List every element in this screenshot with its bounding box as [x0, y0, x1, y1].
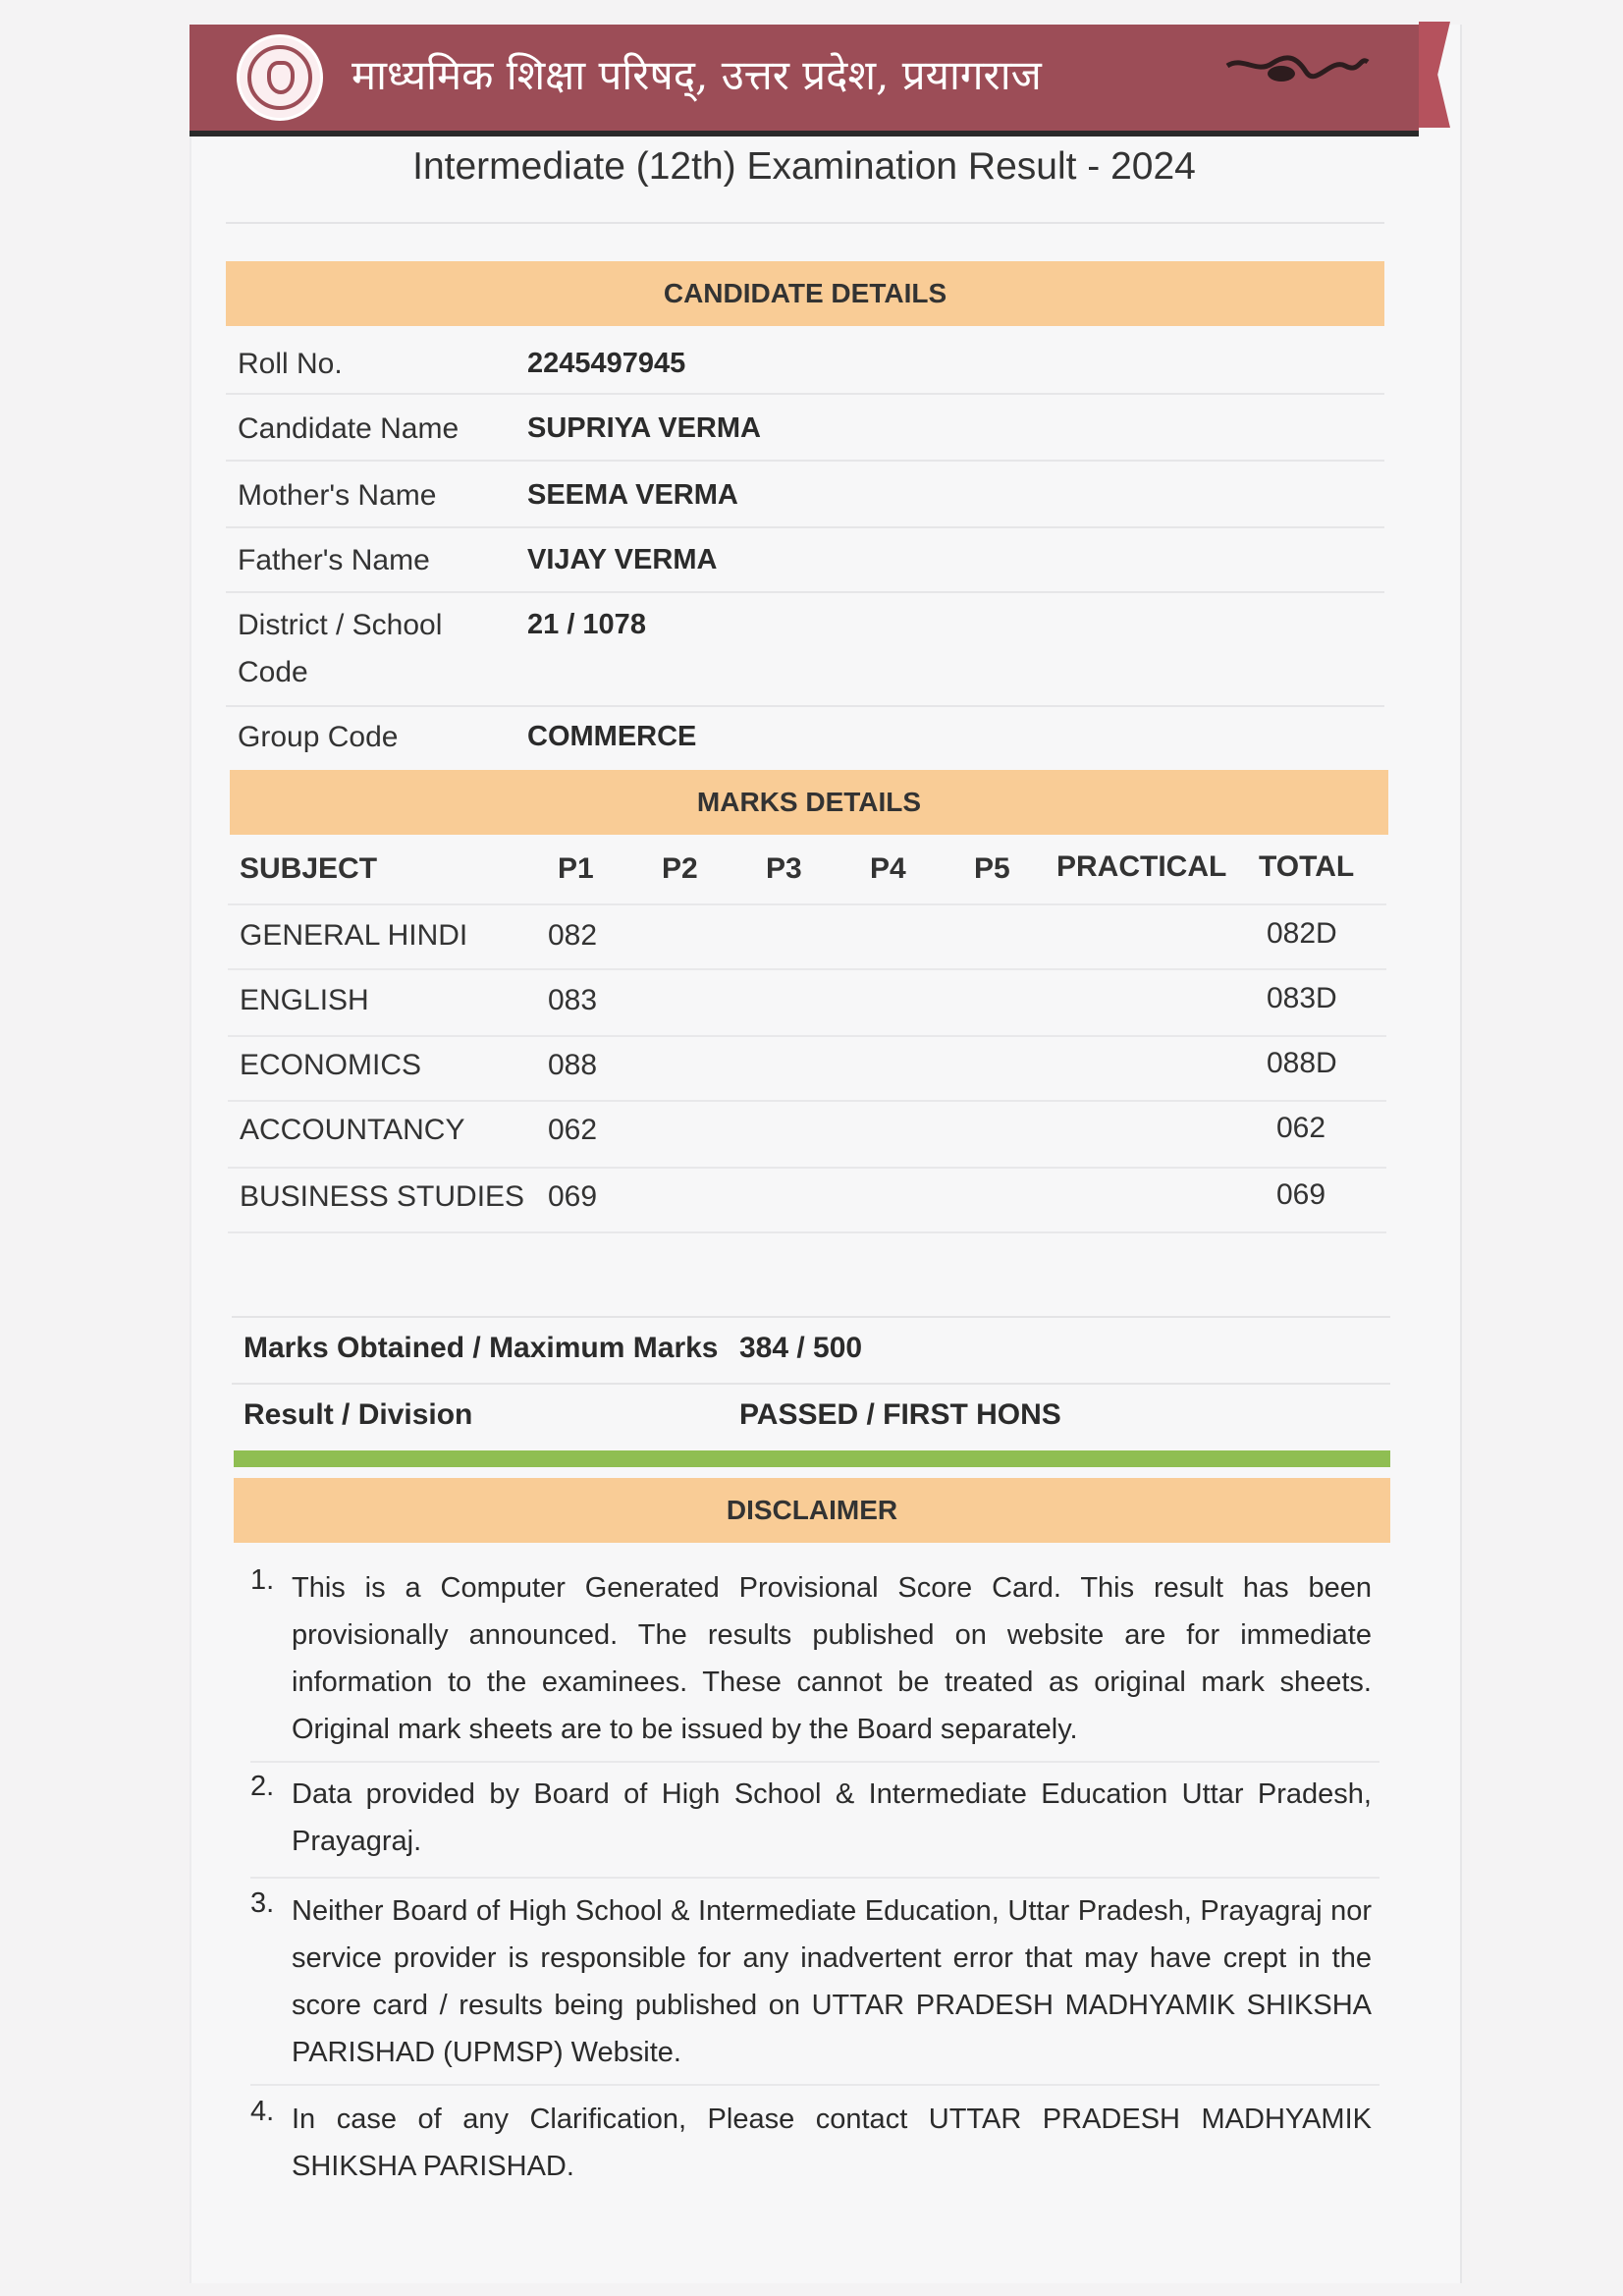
disclaimer-text: Data provided by Board of High School & Intermediate Education Uttar Pradesh, Prayagraj.: [292, 1778, 1372, 1857]
district-label-line2: Code: [238, 656, 308, 688]
district-label-line1: District / School: [238, 609, 443, 641]
group-code-row: [226, 707, 1384, 770]
p1-cell: 083: [548, 984, 598, 1016]
disclaimer-item: [250, 1887, 1380, 2086]
result-division-value: PASSED / FIRST HONS: [739, 1398, 1061, 1431]
disclaimer-number: 2.: [250, 1771, 275, 1802]
district-school-row: [226, 593, 1384, 707]
roll-row: [226, 330, 1384, 395]
col-subject: SUBJECT: [240, 852, 378, 885]
table-row: [228, 1037, 1386, 1102]
total-cell: 088D: [1267, 1047, 1337, 1079]
father-name-row: [226, 528, 1384, 593]
father-name-label: Father's Name: [238, 544, 430, 576]
total-cell: 082D: [1267, 917, 1337, 950]
total-cell: 069: [1276, 1178, 1326, 1211]
col-p2: P2: [662, 852, 698, 885]
mother-name-row: [226, 462, 1384, 528]
col-total: TOTAL: [1259, 850, 1355, 883]
roll-label: Roll No.: [238, 348, 343, 380]
signature-mark: [1222, 46, 1370, 95]
candidate-name-label: Candidate Name: [238, 412, 460, 445]
disclaimer-number: 3.: [250, 1887, 275, 1919]
board-name: माध्यमिक शिक्षा परिषद्, उत्तर प्रदेश, प्रयागराज: [352, 51, 1042, 99]
result-division-label: Result / Division: [243, 1398, 473, 1431]
subject-cell: ENGLISH: [240, 984, 369, 1016]
header-banner: [189, 25, 1419, 137]
disclaimer-header: DISCLAIMER: [234, 1478, 1390, 1543]
col-p1: P1: [558, 852, 594, 885]
p1-cell: 088: [548, 1049, 598, 1081]
table-row: [228, 1102, 1386, 1169]
total-cell: 083D: [1267, 982, 1337, 1014]
candidate-name-value: SUPRIYA VERMA: [527, 412, 761, 444]
p1-cell: 069: [548, 1180, 598, 1213]
disclaimer-number: 4.: [250, 2096, 275, 2127]
table-row: [228, 1169, 1386, 1233]
father-name-value: VIJAY VERMA: [527, 544, 718, 575]
exam-title: Intermediate (12th) Examination Result - 2024: [412, 145, 1196, 188]
disclaimer-item: [250, 1564, 1380, 1763]
candidate-details-header: CANDIDATE DETAILS: [226, 261, 1384, 326]
mother-name-label: Mother's Name: [238, 479, 437, 512]
subject-cell: ECONOMICS: [240, 1049, 422, 1081]
col-practical: PRACTICAL: [1056, 850, 1227, 883]
group-code-label: Group Code: [238, 721, 399, 753]
disclaimer-item: [250, 1771, 1380, 1879]
marks-obtained-label: Marks Obtained / Maximum Marks: [243, 1332, 719, 1364]
district-school-value: 21 / 1078: [527, 609, 646, 640]
col-p4: P4: [870, 852, 906, 885]
table-row: [228, 905, 1386, 970]
marks-details-header: MARKS DETAILS: [230, 770, 1388, 835]
col-p3: P3: [766, 852, 802, 885]
summary-divider: [232, 1316, 1390, 1318]
title-divider: [226, 222, 1384, 224]
candidate-name-row: [226, 395, 1384, 462]
summary-divider: [232, 1383, 1390, 1385]
subject-cell: ACCOUNTANCY: [240, 1114, 465, 1146]
group-code-value: COMMERCE: [527, 721, 697, 752]
total-cell: 062: [1276, 1112, 1326, 1144]
marks-obtained-value: 384 / 500: [739, 1332, 863, 1364]
green-divider: [234, 1450, 1390, 1467]
disclaimer-item: [250, 2096, 1380, 2198]
disclaimer-number: 1.: [250, 1564, 275, 1596]
board-seal-logo: [237, 34, 323, 121]
p1-cell: 082: [548, 919, 598, 952]
col-p5: P5: [974, 852, 1010, 885]
disclaimer-text: This is a Computer Generated Provisional Score Card. This result has been provisionally announced. The results published on website are for immediate information to the examinees. These cannot be treated as original mark sheets. Original mark sheets are to be issued by the Board separately.: [292, 1572, 1372, 1745]
p1-cell: 062: [548, 1114, 598, 1146]
disclaimer-text: In case of any Clarification, Please contact UTTAR PRADESH MADHYAMIK SHIKSHA PARISHAD.: [292, 2104, 1372, 2182]
subject-cell: BUSINESS STUDIES: [240, 1180, 525, 1213]
roll-value: 2245497945: [527, 348, 686, 379]
table-row: [228, 970, 1386, 1037]
marks-header-row: [228, 837, 1386, 905]
mother-name-value: SEEMA VERMA: [527, 479, 738, 511]
subject-cell: GENERAL HINDI: [240, 919, 468, 952]
disclaimer-text: Neither Board of High School & Intermediate Education, Uttar Pradesh, Prayagraj nor service provider is responsible for any inadvertent error that may have crept in the score card / results being published on UTTAR PRADESH MADHYAMIK SHIKSHA PARISHAD (UPMSP) Website.: [292, 1895, 1372, 2068]
